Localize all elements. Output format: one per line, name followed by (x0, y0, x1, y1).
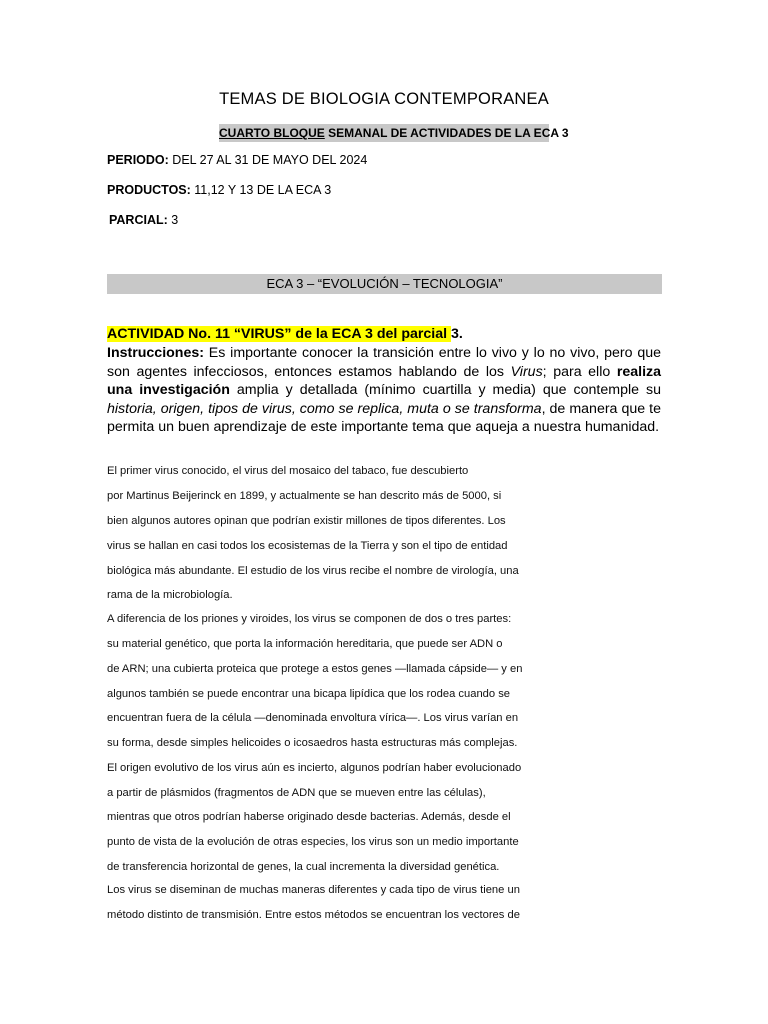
instructions-topics: historia, origen, tipos de virus, como se replica, muta o se transforma (107, 400, 542, 417)
body-line: método distinto de transmisión. Entre estos métodos se encuentran los vectores de (107, 909, 520, 921)
body-line: punto de vista de la evolución de otras especies, los virus son un medio importante (107, 836, 519, 848)
activity-rest: 3. (451, 326, 463, 342)
instructions-text-1: Es importante conocer la transición entre lo vivo y lo no vivo, pero que son agentes infecciosos, entonces estamos hablando de los (107, 345, 661, 380)
body-line: El origen evolutivo de los virus aún es incierto, algunos podrían haber evolucionado (107, 762, 522, 774)
document-subtitle (219, 124, 569, 142)
productos-label: PRODUCTOS: (107, 183, 191, 197)
instructions-bold: realiza una investigación (107, 363, 661, 398)
instructions-paragraph (107, 344, 661, 437)
periodo-label: PERIODO: (107, 153, 169, 167)
parcial-label: PARCIAL: (109, 213, 168, 227)
body-line: bien algunos autores opinan que podrían existir millones de tipos diferentes. Los (107, 515, 506, 527)
body-line: biológica más abundante. El estudio de los virus recibe el nombre de virología, una (107, 565, 519, 577)
section-band: ECA 3 – “EVOLUCIÓN – TECNOLOGIA” (107, 274, 662, 294)
body-line: de transferencia horizontal de genes, la cual incrementa la diversidad genética. (107, 861, 500, 873)
body-line: su forma, desde simples helicoides o icosaedros hasta estructuras más complejas. (107, 737, 518, 749)
body-line: mientras que otros podrían haberse originado desde bacterias. Además, desde el (107, 811, 511, 823)
instructions-text-4: , de manera que te permita un buen aprendizaje de este importante tema que aqueja a nuestra humanidad. (107, 400, 661, 435)
body-line: su material genético, que porta la información hereditaria, que puede ser ADN o (107, 638, 503, 650)
body-line: virus se hallan en casi todos los ecosistemas de la Tierra y son el tipo de entidad (107, 540, 508, 552)
periodo-line (107, 153, 367, 167)
body-line: por Martinus Beijerinck en 1899, y actualmente se han descrito más de 5000, si (107, 490, 502, 502)
body-line: A diferencia de los priones y viroides, los virus se componen de dos o tres partes: (107, 613, 512, 625)
subtitle-rest: SEMANAL DE ACTIVIDADES DE LA ECA 3 (324, 126, 569, 140)
body-line: de ARN; una cubierta proteica que protege a estos genes —llamada cápside— y en (107, 663, 523, 675)
instructions-text-2: ; para ello (542, 363, 617, 380)
periodo-value: DEL 27 AL 31 DE MAYO DEL 2024 (168, 153, 368, 167)
body-line: El primer virus conocido, el virus del mosaico del tabaco, fue descubierto (107, 465, 469, 477)
body-line: Los virus se diseminan de muchas maneras diferentes y cada tipo de virus tiene un (107, 884, 520, 896)
activity-heading (107, 325, 667, 343)
parcial-value: 3 (167, 213, 179, 227)
document-title: TEMAS DE BIOLOGIA CONTEMPORANEA (219, 90, 549, 108)
productos-value: 11,12 Y 13 DE LA ECA 3 (190, 183, 332, 197)
productos-line (107, 183, 331, 197)
body-line: encuentran fuera de la célula —denominada envoltura vírica—. Los virus varían en (107, 712, 519, 724)
parcial-line (109, 213, 178, 227)
instructions-virus: Virus (510, 363, 543, 380)
body-line: algunos también se puede encontrar una bicapa lipídica que los rodea cuando se (107, 688, 511, 700)
body-line: a partir de plásmidos (fragmentos de ADN que se mueven entre las células), (107, 787, 486, 799)
instructions-label: Instrucciones: (107, 345, 204, 361)
instructions-text-3: amplia y detallada (mínimo cuartilla y media) que contemple su (229, 382, 661, 398)
subtitle-underlined: CUARTO BLOQUE (219, 126, 325, 140)
activity-highlight: ACTIVIDAD No. 11 “VIRUS” de la ECA 3 del parcial (107, 326, 452, 342)
body-line: rama de la microbiología. (107, 589, 233, 601)
